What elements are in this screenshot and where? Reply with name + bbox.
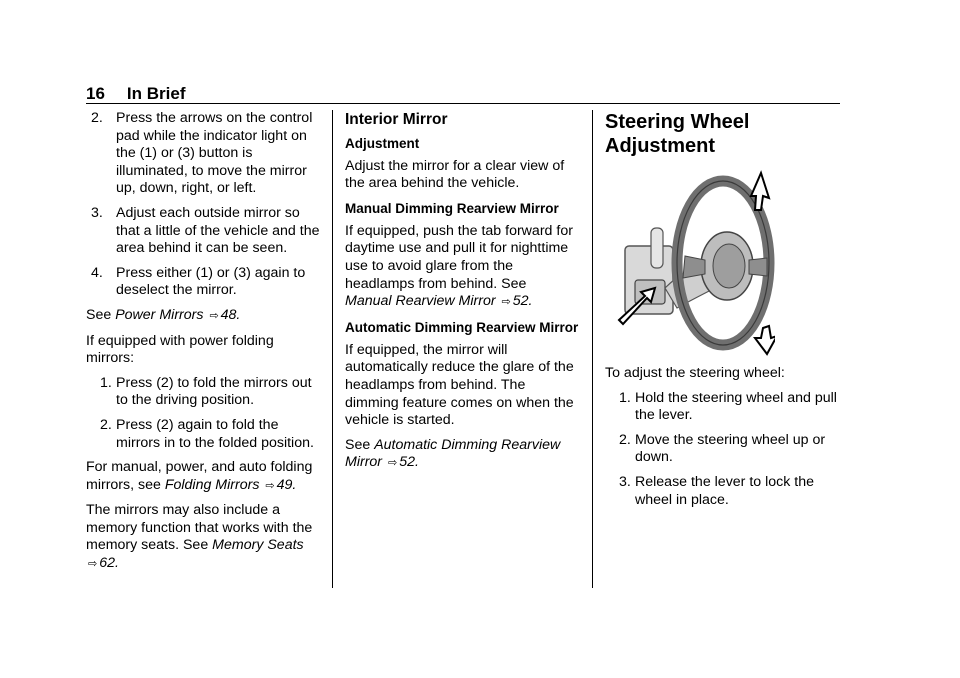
auto-dimming-text: If equipped, the mirror will automatically reduce the glare of the headlamps from behind. The dimming feature comes on when the vehicle is started. (345, 341, 574, 429)
see-power-mirrors: See Power Mirrors ⇨ 48. (86, 306, 241, 323)
list-item: 2. Press (2) again to fold the mirrors in to the folded position. (100, 416, 314, 451)
section-title: In Brief (126, 84, 186, 103)
steering-wheel-illustration (615, 168, 775, 358)
page-header (86, 84, 185, 104)
folding-steps-list (86, 375, 322, 452)
manual-dimming-heading: Manual Dimming Rearview Mirror (345, 200, 559, 216)
steering-steps-list (605, 390, 841, 510)
page-ref-arrow-icon: ⇨ (88, 558, 98, 571)
memory-seats-ref: The mirrors may also include a memory function that works with the memory seats. See Memory Seats ⇨ 62. (86, 502, 313, 572)
memory-seats-link[interactable]: Memory Seats (212, 537, 304, 554)
column-3 (605, 110, 841, 366)
list-item: 2. Press the arrows on the control pad while the indicator light on the (1) or (3) button is illuminated, to move the mirror up, down, right, or left. (91, 110, 313, 197)
mirror-steps-list (86, 110, 322, 300)
adjustment-text: Adjust the mirror for a clear view of the area behind the vehicle. (345, 157, 565, 192)
adjustment-heading: Adjustment (345, 135, 420, 151)
steering-intro: To adjust the steering wheel: (605, 365, 785, 381)
column-2 (345, 110, 581, 480)
steering-wheel-heading: Steering Wheel Adjustment (605, 111, 750, 157)
page-ref-arrow-icon: ⇨ (209, 309, 219, 322)
page-ref-arrow-icon: ⇨ (388, 457, 398, 470)
automatic-rearview-mirror-link[interactable]: Automatic Dimming Rearview Mirror (345, 436, 561, 471)
manual-dimming-text: If equipped, push the tab forward for daytime use and pull it for nighttime use to avoid glare from the headlamps from behind. See Manual Rearview Mirror ⇨ 52. (345, 222, 573, 310)
list-item: 1. Hold the steering wheel and pull the lever. (619, 389, 837, 424)
list-item: 4. Press either (1) or (3) again to deselect the mirror. (91, 264, 306, 299)
list-item: 3. Release the lever to lock the wheel in place. (619, 473, 815, 508)
column-divider-2 (592, 110, 593, 588)
list-item: 3. Adjust each outside mirror so that a little of the vehicle and the area behind it can be seen. (91, 204, 320, 257)
column-1 (86, 110, 322, 581)
folding-intro: If equipped with power folding mirrors: (86, 332, 274, 367)
page-number: 16 (86, 84, 105, 103)
column-divider-1 (332, 110, 333, 588)
interior-mirror-heading: Interior Mirror (345, 111, 448, 128)
header-rule (86, 103, 840, 104)
manual-rearview-mirror-link[interactable]: Manual Rearview Mirror (345, 293, 496, 310)
page-ref-arrow-icon: ⇨ (265, 479, 275, 492)
folding-mirrors-ref: For manual, power, and auto folding mirrors, see Folding Mirrors ⇨ 49. (86, 459, 313, 493)
steering-wheel-icon (615, 168, 775, 358)
auto-dimming-heading: Automatic Dimming Rearview Mirror (345, 319, 579, 335)
list-item: 1. Press (2) to fold the mirrors out to the driving position. (100, 374, 312, 409)
list-item: 2. Move the steering wheel up or down. (619, 431, 826, 466)
power-mirrors-link[interactable]: Power Mirrors (115, 306, 204, 323)
folding-mirrors-link[interactable]: Folding Mirrors (164, 476, 260, 493)
auto-dimming-ref: See Automatic Dimming Rearview Mirror ⇨ 52. (345, 436, 561, 471)
page-ref-arrow-icon: ⇨ (501, 296, 511, 309)
steering-wheel-instructions (605, 365, 841, 516)
